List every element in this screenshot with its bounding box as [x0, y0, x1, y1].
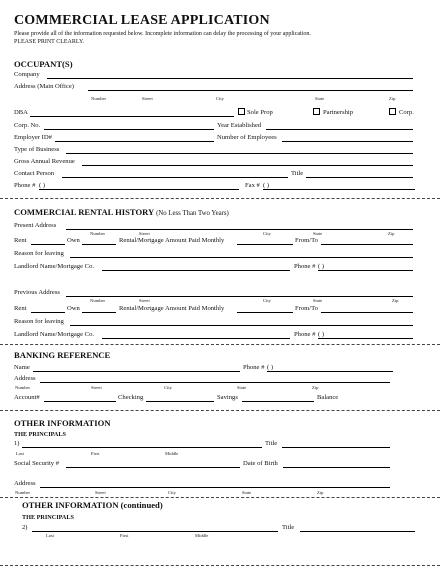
sub-number: Number: [90, 231, 106, 236]
landlord-phone-label: Phone #: [294, 331, 316, 338]
gross-revenue-label: Gross Annual Revenue: [14, 158, 75, 165]
contact-person-field[interactable]: [62, 177, 288, 178]
sub-first: First: [91, 451, 100, 456]
principal-2-title-field[interactable]: [300, 531, 415, 532]
rent-field[interactable]: [31, 312, 65, 313]
contact-title-field[interactable]: [306, 177, 413, 178]
contact-person-label: Contact Person: [14, 170, 55, 177]
principal-1-title-label: Title: [265, 440, 278, 447]
bank-phone-field[interactable]: [267, 371, 393, 372]
from-to-field[interactable]: [321, 312, 413, 313]
sub-number: Number: [91, 96, 107, 101]
principal-1-name-field[interactable]: [22, 447, 262, 448]
rent-label: Rent: [14, 237, 27, 244]
sub-last: Last: [46, 533, 54, 538]
sub-street: Street: [142, 96, 153, 101]
dob-label: Date of Birth: [243, 460, 278, 467]
present-address-field[interactable]: [66, 229, 413, 230]
landlord-phone-label: Phone #: [294, 263, 316, 270]
landlord-phone-area: ( ): [318, 263, 325, 270]
sub-street: Street: [139, 231, 150, 236]
own-field[interactable]: [82, 312, 116, 313]
company-field[interactable]: [47, 78, 413, 79]
corp-checkbox[interactable]: [389, 108, 396, 115]
sub-zip: Zip: [389, 96, 396, 101]
bank-name-field[interactable]: [33, 371, 240, 372]
principal-2-name-field[interactable]: [32, 531, 278, 532]
fax-field[interactable]: [263, 189, 415, 190]
fax-label: Fax #: [245, 182, 260, 189]
form-title: COMMERCIAL LEASE APPLICATION: [14, 13, 270, 28]
intro-text: Please provide all of the information requested below. Incomplete information can delay the processing of your application.: [14, 31, 311, 37]
phone-field[interactable]: [39, 189, 239, 190]
employer-id-field[interactable]: [55, 141, 214, 142]
corp-no-field[interactable]: [44, 129, 214, 130]
type-business-field[interactable]: [66, 153, 413, 154]
bank-address-label: Address: [14, 375, 36, 382]
landlord-label: Landlord Name/Mortgage Co.: [14, 331, 95, 338]
sole-prop-checkbox[interactable]: [238, 108, 245, 115]
bank-phone-label: Phone #: [243, 364, 265, 371]
sub-middle: Middle: [195, 533, 209, 538]
rent-label: Rent: [14, 305, 27, 312]
section-divider: [0, 344, 440, 345]
sub-number: Number: [15, 385, 31, 390]
principal-1-title-field[interactable]: [282, 447, 390, 448]
phone-area-code: ( ): [39, 182, 46, 189]
section-divider: [0, 565, 440, 566]
partnership-checkbox[interactable]: [313, 108, 320, 115]
reason-leaving-field[interactable]: [70, 257, 413, 258]
sub-street: Street: [91, 385, 102, 390]
sub-last: Last: [16, 451, 24, 456]
previous-address-label: Previous Address: [14, 289, 60, 296]
sub-city: City: [263, 298, 271, 303]
section-divider: [0, 497, 440, 498]
print-clearly-note: PLEASE PRINT CLEARLY.: [14, 39, 85, 45]
year-established-label: Year Established: [217, 122, 262, 129]
sub-state: State: [315, 96, 325, 101]
savings-label: Savings: [217, 394, 238, 401]
rental-history-note: (No Less Than Two Years): [156, 210, 229, 217]
sub-street: Street: [95, 490, 106, 495]
ssn-field[interactable]: [66, 467, 240, 468]
rental-history-heading: COMMERCIAL RENTAL HISTORY (No Less Than Two Years): [14, 207, 229, 217]
ssn-label: Social Security #: [14, 460, 60, 467]
address-main-field[interactable]: [88, 90, 413, 91]
sub-zip: Zip: [392, 298, 399, 303]
principal-address-field[interactable]: [40, 487, 390, 488]
gross-revenue-field[interactable]: [82, 165, 413, 166]
corp-label: Corp.: [399, 109, 414, 116]
account-field[interactable]: [44, 401, 116, 402]
banking-heading: BANKING REFERENCE: [14, 350, 111, 360]
bank-address-field[interactable]: [40, 382, 390, 383]
landlord-label: Landlord Name/Mortgage Co.: [14, 263, 95, 270]
sub-state: State: [242, 490, 252, 495]
dba-label: DBA: [14, 109, 28, 116]
amount-paid-label: Rental/Mortgage Amount Paid Monthly: [119, 237, 225, 244]
sub-city: City: [168, 490, 176, 495]
sub-first: First: [120, 533, 129, 538]
landlord-phone-field[interactable]: [318, 270, 413, 271]
num-employees-field[interactable]: [282, 141, 413, 142]
other-info-continued-heading: OTHER INFORMATION (continued): [22, 500, 163, 510]
sub-city: City: [216, 96, 224, 101]
principal-2-title-label: Title: [282, 524, 295, 531]
rent-field[interactable]: [31, 244, 65, 245]
employer-id-label: Employer ID#: [14, 134, 52, 141]
account-label: Account#: [14, 394, 40, 401]
principals-continued-heading: THE PRINCIPALS: [22, 514, 74, 521]
sub-number: Number: [15, 490, 31, 495]
sub-zip: Zip: [317, 490, 324, 495]
landlord-phone-area: ( ): [318, 331, 325, 338]
own-field[interactable]: [82, 244, 116, 245]
reason-leaving-label: Reason for leaving: [14, 250, 64, 257]
bank-phone-area: ( ): [267, 364, 274, 371]
amount-paid-field[interactable]: [237, 312, 293, 313]
previous-address-field[interactable]: [66, 296, 413, 297]
phone-label: Phone #: [14, 182, 36, 189]
partnership-label: Partnership: [323, 109, 354, 116]
principals-heading: THE PRINCIPALS: [14, 431, 66, 438]
checking-field[interactable]: [146, 401, 214, 402]
other-info-heading: OTHER INFORMATION: [14, 418, 111, 428]
checking-label: Checking: [118, 394, 144, 401]
reason-leaving-label: Reason for leaving: [14, 318, 64, 325]
sole-prop-label: Sole Prop: [247, 109, 273, 116]
year-established-field[interactable]: [266, 129, 413, 130]
principal-2-number: 2): [22, 524, 28, 531]
sub-middle: Middle: [165, 451, 179, 456]
company-label: Company: [14, 71, 40, 78]
fax-area-code: ( ): [263, 182, 270, 189]
sub-zip: Zip: [312, 385, 319, 390]
dba-field[interactable]: [30, 116, 234, 117]
landlord-field[interactable]: [102, 338, 290, 339]
principal-address-label: Address: [14, 480, 36, 487]
section-divider: [0, 410, 440, 411]
amount-paid-field[interactable]: [237, 244, 293, 245]
sub-state: State: [313, 298, 323, 303]
type-business-label: Type of Business: [14, 146, 60, 153]
principal-1-number: 1): [14, 440, 20, 447]
sub-city: City: [263, 231, 271, 236]
amount-paid-label: Rental/Mortgage Amount Paid Monthly: [119, 305, 225, 312]
reason-leaving-field[interactable]: [70, 325, 413, 326]
corp-no-label: Corp. No.: [14, 122, 41, 129]
from-to-label: From/To: [295, 305, 318, 312]
own-label: Own: [67, 237, 80, 244]
contact-title-label: Title: [291, 170, 304, 177]
sub-zip: Zip: [388, 231, 395, 236]
balance-label: Balance: [317, 394, 339, 401]
present-address-label: Present Address: [14, 222, 57, 229]
landlord-phone-field[interactable]: [318, 338, 413, 339]
sub-street: Street: [139, 298, 150, 303]
sub-number: Number: [90, 298, 106, 303]
sub-city: City: [164, 385, 172, 390]
section-divider: [0, 198, 440, 199]
sub-state: State: [313, 231, 323, 236]
dob-field[interactable]: [283, 467, 390, 468]
savings-field[interactable]: [242, 401, 314, 402]
num-employees-label: Number of Employees: [217, 134, 277, 141]
own-label: Own: [67, 305, 80, 312]
address-main-label: Address (Main Office): [14, 83, 74, 90]
from-to-label: From/To: [295, 237, 318, 244]
landlord-field[interactable]: [102, 270, 290, 271]
sub-state: State: [237, 385, 247, 390]
from-to-field[interactable]: [321, 244, 413, 245]
bank-name-label: Name: [14, 364, 30, 371]
occupants-heading: OCCUPANT(S): [14, 59, 73, 69]
